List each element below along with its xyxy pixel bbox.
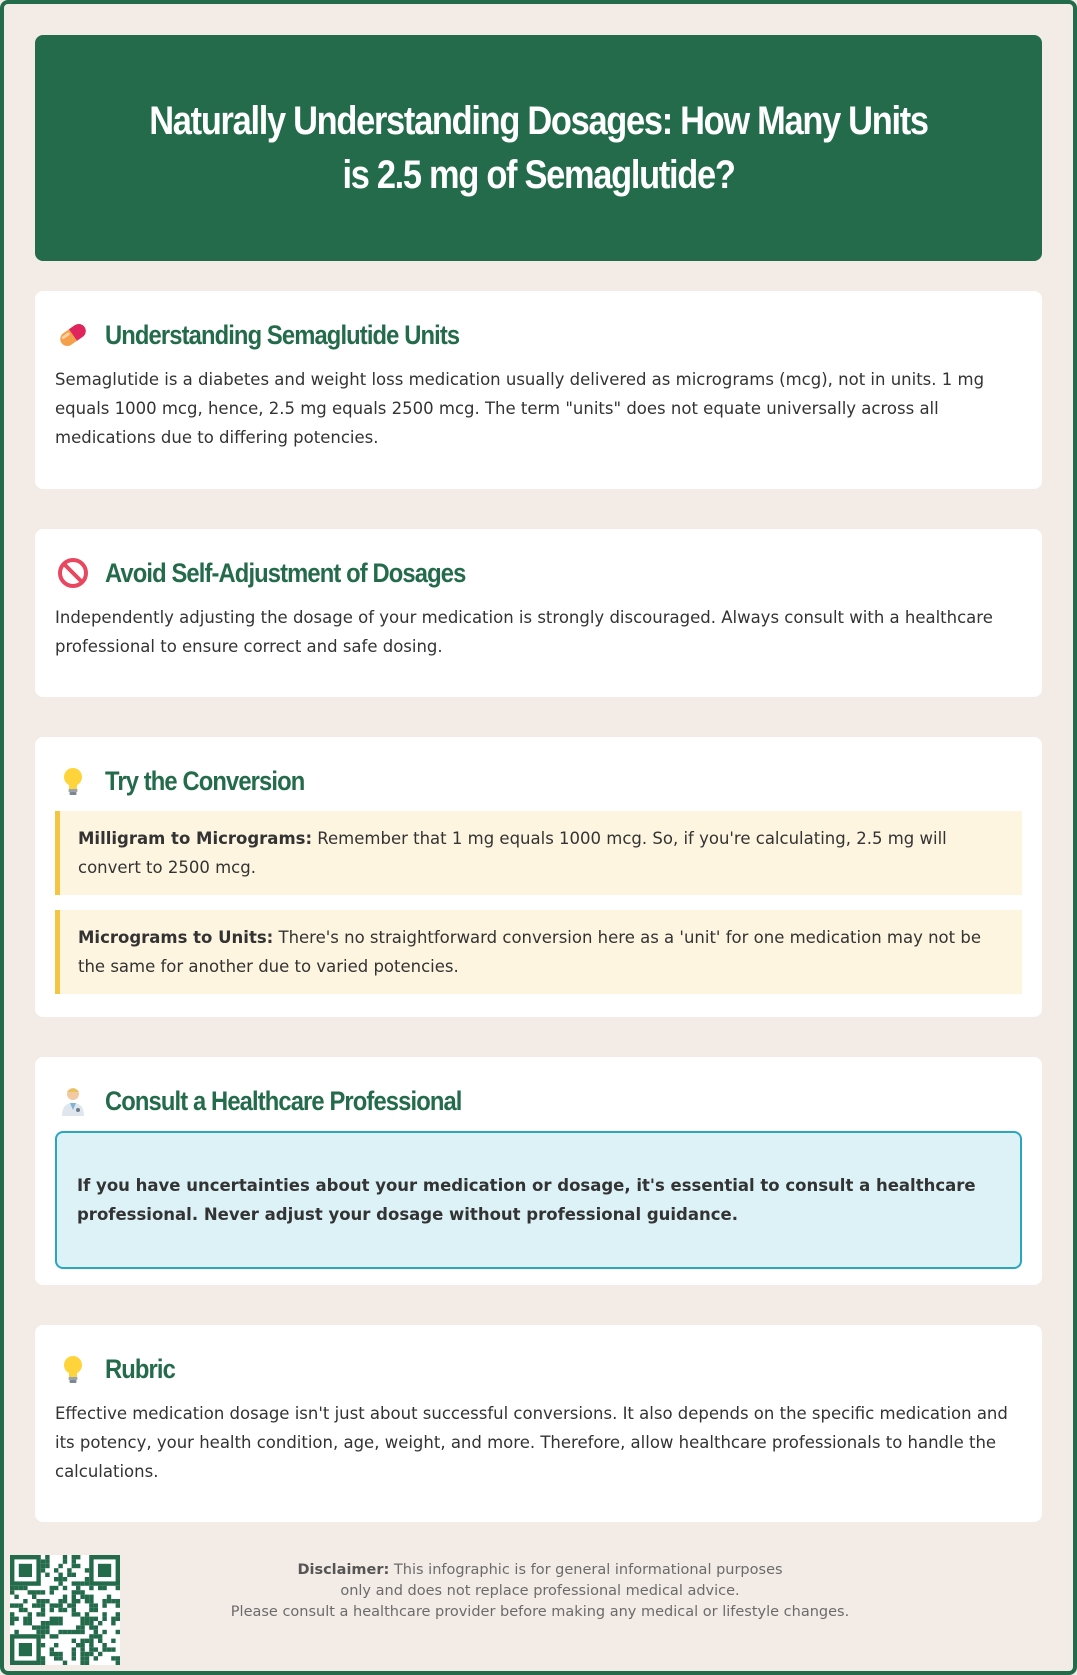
note-label: Micrograms to Units: [78, 928, 274, 947]
section-consult-title: Consult a Healthcare Professional [105, 1085, 462, 1116]
disclaimer [200, 1560, 880, 1623]
section-consult-header [55, 1079, 1022, 1123]
section-avoid-title: Avoid Self-Adjustment of Dosages [105, 557, 466, 588]
section-consult [35, 1057, 1042, 1285]
lightbulb-icon [55, 1351, 91, 1387]
consult-callout: If you have uncertainties about your medication or dosage, it's essential to consult a healthcare professional. Never adjust your dosage without professional guidance. [55, 1131, 1022, 1269]
section-units-header [55, 313, 1022, 357]
lightbulb-icon [55, 763, 91, 799]
section-avoid-body: Independently adjusting the dosage of your medication is strongly discouraged. Always consult with a healthcare professional to ensure correct and safe dosing. [55, 608, 993, 656]
note-milligram-to-micrograms [55, 811, 1022, 895]
section-conversion-title: Try the Conversion [105, 765, 305, 796]
section-rubric [35, 1325, 1042, 1522]
disclaimer-line-2: only and does not replace professional medical advice. [340, 1583, 740, 1599]
section-avoid [35, 529, 1042, 697]
section-units-body: Semaglutide is a diabetes and weight loss medication usually delivered as micrograms (mcg), not in units. 1 mg equals 1000 mcg, hence, 2.5 mg equals 2500 mcg. The term "units" does not equate universally across all medications due to differing potencies. [55, 370, 985, 447]
section-rubric-body: Effective medication dosage isn't just about successful conversions. It also depends on the specific medication and its potency, your health condition, age, weight, and more. Therefore, allow healthcare professionals to handle the calculations. [55, 1404, 1008, 1481]
section-units [35, 291, 1042, 489]
disclaimer-label: Disclaimer: [297, 1562, 390, 1578]
disclaimer-line-3: Please consult a healthcare provider before making any medical or lifestyle changes. [230, 1604, 850, 1620]
pill-icon [55, 317, 91, 353]
disclaimer-text-1: This infographic is for general informational purposes [389, 1562, 783, 1578]
note-micrograms-to-units [55, 910, 1022, 994]
note-text: There's no straightforward conversion here as a 'unit' for one medication may not be the same for another due to varied potencies. [78, 928, 981, 976]
page-title: Naturally Understanding Dosages: How Many Units is 2.5 mg of Semaglutide? [149, 99, 928, 197]
section-conversion [35, 737, 1042, 1017]
no-entry-icon [55, 555, 91, 591]
section-units-title: Understanding Semaglutide Units [105, 319, 460, 350]
disclaimer-line-1 [200, 1560, 880, 1581]
page-header [35, 35, 1042, 261]
doctor-icon [55, 1083, 91, 1119]
section-avoid-header [55, 551, 1022, 595]
note-text: Remember that 1 mg equals 1000 mcg. So, if you're calculating, 2.5 mg will convert to 2500 mcg. [78, 829, 947, 877]
section-conversion-header [55, 759, 1022, 803]
section-rubric-title: Rubric [105, 1353, 175, 1384]
section-rubric-header [55, 1347, 1022, 1391]
qr-code [10, 1555, 120, 1665]
note-label: Milligram to Micrograms: [78, 829, 313, 848]
